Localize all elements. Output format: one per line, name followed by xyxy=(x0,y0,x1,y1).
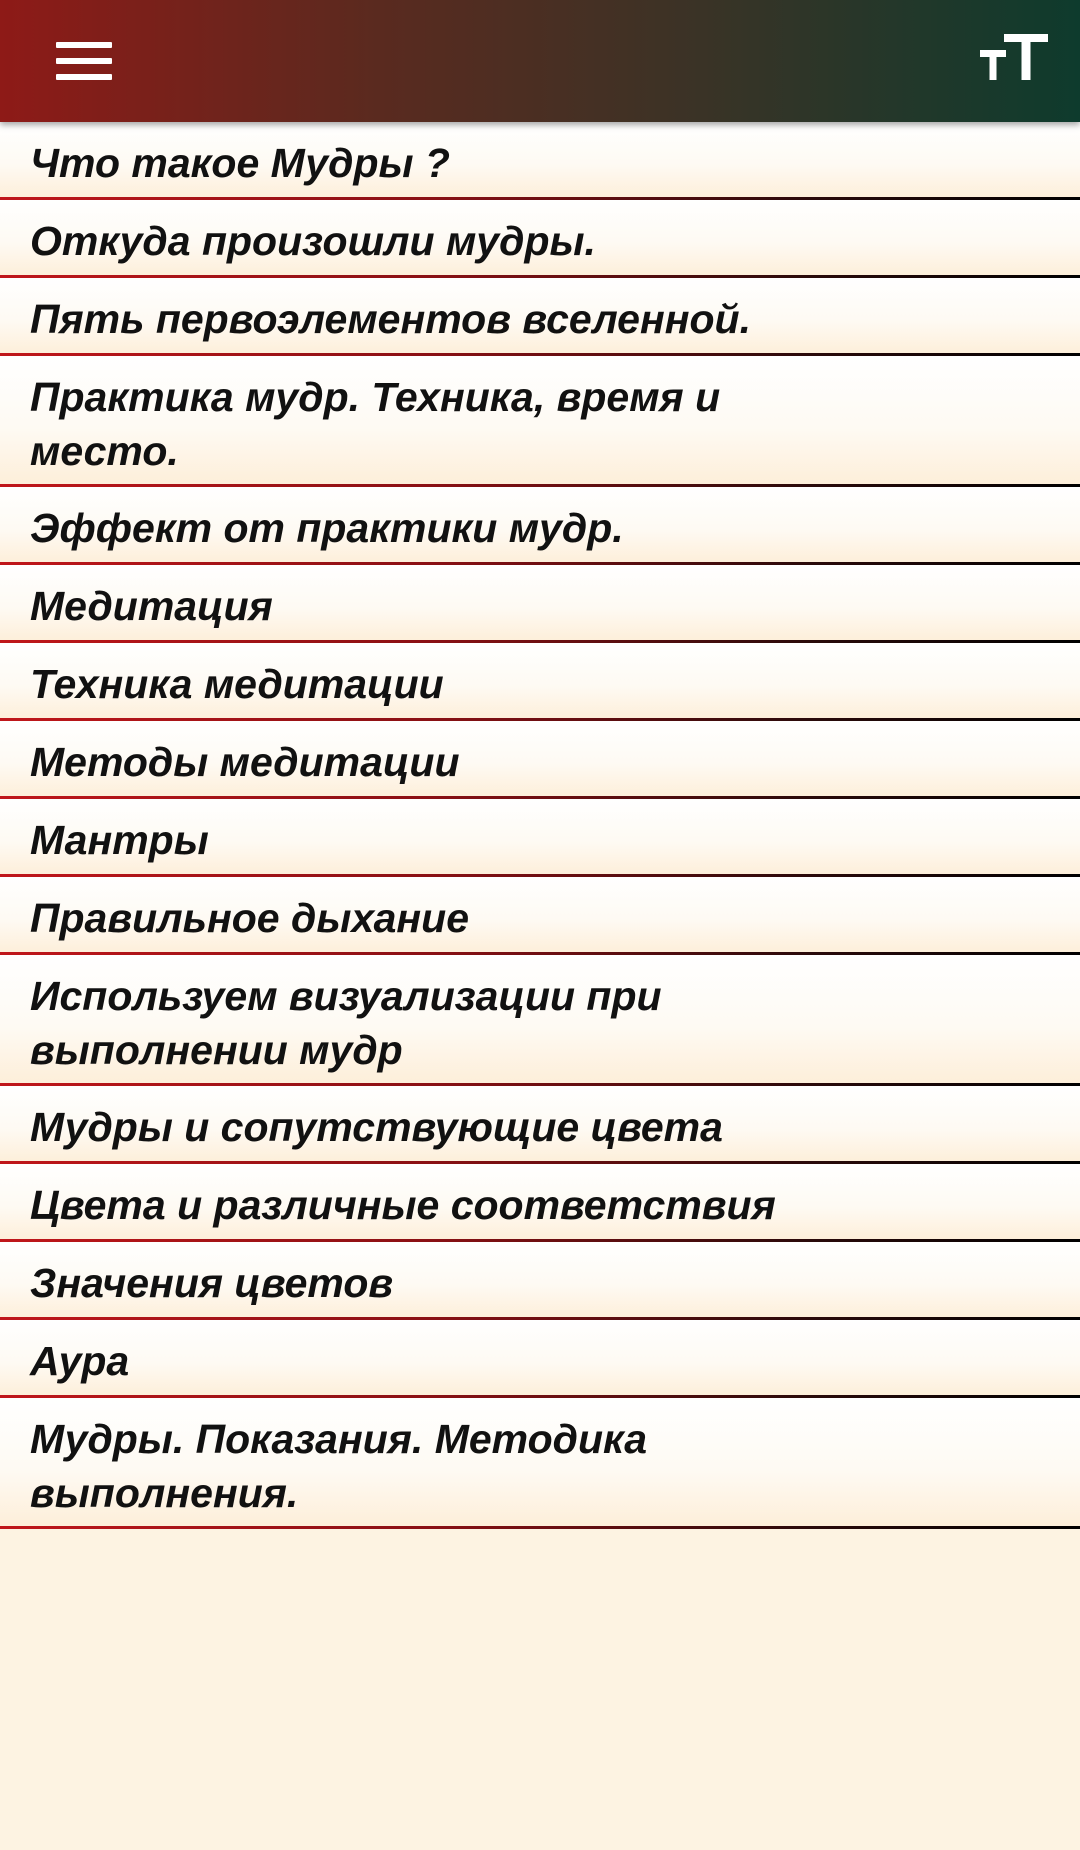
list-item-label: Цвета и различные соответствия xyxy=(30,1182,776,1228)
list-item[interactable] xyxy=(0,356,1080,487)
text-size-icon[interactable] xyxy=(974,26,1054,96)
app-toolbar xyxy=(0,0,1080,122)
list-item-label: Что такое Мудры ? xyxy=(30,140,450,186)
list-item-label: Практика мудр. Техника, время и место. xyxy=(30,374,721,474)
list-item-label: Аура xyxy=(30,1338,130,1384)
list-item[interactable] xyxy=(0,1320,1080,1398)
list-item-label: Используем визуализации при выполнении мудр xyxy=(30,973,662,1073)
list-item-label: Медитация xyxy=(30,583,273,629)
list-item-label: Методы медитации xyxy=(30,739,460,785)
list-item-label: Значения цветов xyxy=(30,1260,394,1306)
menu-bar-line xyxy=(56,74,112,80)
list-item-label: Пять первоэлементов вселенной. xyxy=(30,296,751,342)
list-item[interactable] xyxy=(0,1086,1080,1164)
list-item-label: Эффект от практики мудр. xyxy=(30,505,624,551)
list-item[interactable] xyxy=(0,877,1080,955)
list-item[interactable] xyxy=(0,200,1080,278)
list-item-label: Техника медитации xyxy=(30,661,444,707)
list-item[interactable] xyxy=(0,565,1080,643)
list-item-label: Мудры и сопутствующие цвета xyxy=(30,1104,723,1150)
topics-list xyxy=(0,122,1080,1529)
list-item[interactable] xyxy=(0,122,1080,200)
text-size-glyph xyxy=(974,26,1054,96)
list-item[interactable] xyxy=(0,487,1080,565)
list-item[interactable] xyxy=(0,643,1080,721)
list-item-label: Правильное дыхание xyxy=(30,895,470,941)
list-item-label: Мантры xyxy=(30,817,209,863)
list-item[interactable] xyxy=(0,1398,1080,1529)
hamburger-menu-icon[interactable] xyxy=(40,28,126,94)
list-item-label: Мудры. Показания. Методика выполнения. xyxy=(30,1416,648,1516)
list-item-label: Откуда произошли мудры. xyxy=(30,218,596,264)
menu-bar-line xyxy=(56,58,112,64)
list-item[interactable] xyxy=(0,1164,1080,1242)
list-item[interactable] xyxy=(0,721,1080,799)
menu-bar-line xyxy=(56,42,112,48)
list-item[interactable] xyxy=(0,955,1080,1086)
list-item[interactable] xyxy=(0,799,1080,877)
list-item[interactable] xyxy=(0,278,1080,356)
list-item[interactable] xyxy=(0,1242,1080,1320)
